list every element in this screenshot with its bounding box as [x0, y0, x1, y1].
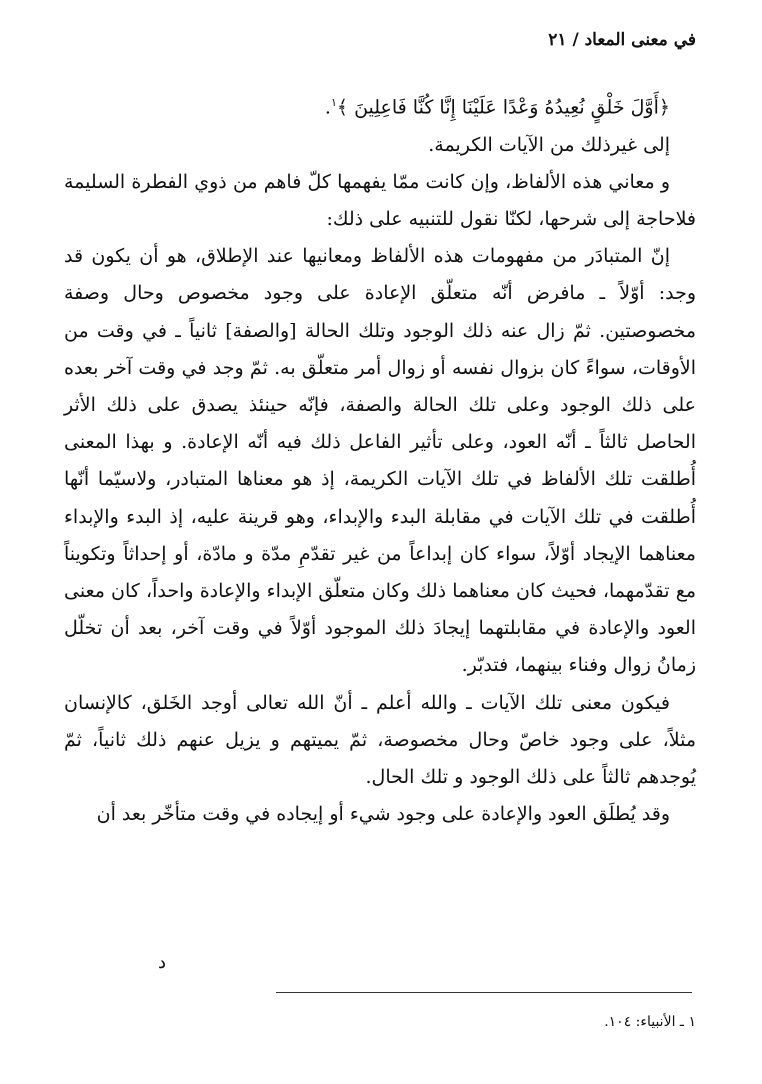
running-header: في معنى المعاد / ٢١ — [548, 30, 696, 50]
footnote-reference: ١ — [330, 96, 337, 109]
paragraph-1: إلى غيرذلك من الآيات الكريمة. — [428, 133, 670, 156]
quran-verse-text: ﴿أَوَّلَ خَلْقٍ نُعِيدُهُ وَعْدًا عَلَيْنَا إِنَّا كُنَّا فَاعِلِينَ ﴾ — [336, 96, 670, 119]
margin-mark: د — [158, 952, 167, 973]
page-body — [64, 84, 696, 833]
paragraph-5: وقد يُطلَق العود والإعادة على وجود شيء أو إيجاده في وقت متأخّر بعد أن — [96, 803, 670, 826]
verse-end-mark: . — [324, 96, 331, 119]
footnote: ١ ـ الأنبياء: ١٠٤. — [604, 1014, 696, 1030]
paragraph-4: فيكون معنى تلك الآيات ـ والله أعلم ـ أنّ الله تعالى أوجد الخَلق، كالإنسان مثلاً، على وجود خاصّ وحال مخصوصة، ثمّ يميتهم و يزيل عنهم ذلك ثانياً، ثمّ يُوجدهم ثالثاً على ذلك الوجود و تلك الحال. — [64, 691, 696, 788]
paragraph-3: إنّ المتبادَر من مفهومات هذه الألفاظ ومعانيها عند الإطلاق، هو أن يكون قد وجد: أوّلاً ـ مافرض أنّه متعلّق الإعادة على وجود مخصوص وحال وصفة مخصوصتين. ثمّ زال عنه ذلك الوجود وتلك الحالة [والصفة] ثانياً ـ في وقت من الأوقات، سواءً كان بزوال نفسه أو زوال أمر متعلّق به. ثمّ وجد في وقت آخر بعده على ذلك الوجود وعلى تلك الحالة والصفة، فإنّه حينئذ يصدق على ذلك الأثر الحاصل ثالثاً ـ أنّه العود، وعلى تأثير الفاعل ذلك فيه أنّه الإعادة. و بهذا المعنى أُطلقت تلك الألفاظ في تلك الآيات الكريمة، إذ هو معناها المتبادر، ولاسيّما أنّها أُطلقت في تلك الآيات في مقابلة البدء والإبداء، وهو قرينة عليه، إذ البدء والإبداء معناهما الإيجاد أوّلاً، سواء كان إبداعاً من غير تقدّمِ مدّة و مادّة، أو إحداثاً وتكويناً مع تقدّمهما، فحيث كان معناهما ذلك وكان متعلّق الإبداء والإعادة واحداً، كان معنى العود والإعادة في مقابلتهما إيجادَ ذلك الموجود أوّلاً في وقت آخر، بعد أن تخلّل زمانُ زوال وفناء بينهما، فتدبّر. — [64, 245, 696, 677]
quran-verse — [64, 84, 696, 127]
paragraph-2: و معاني هذه الألفاظ، وإن كانت ممّا يفهمها كلّ فاهم من ذوي الفطرة السليمة فلاحاجة إلى شرحها، لكنّا نقول للتنبيه على ذلك: — [64, 170, 696, 230]
footnote-divider — [276, 992, 692, 993]
